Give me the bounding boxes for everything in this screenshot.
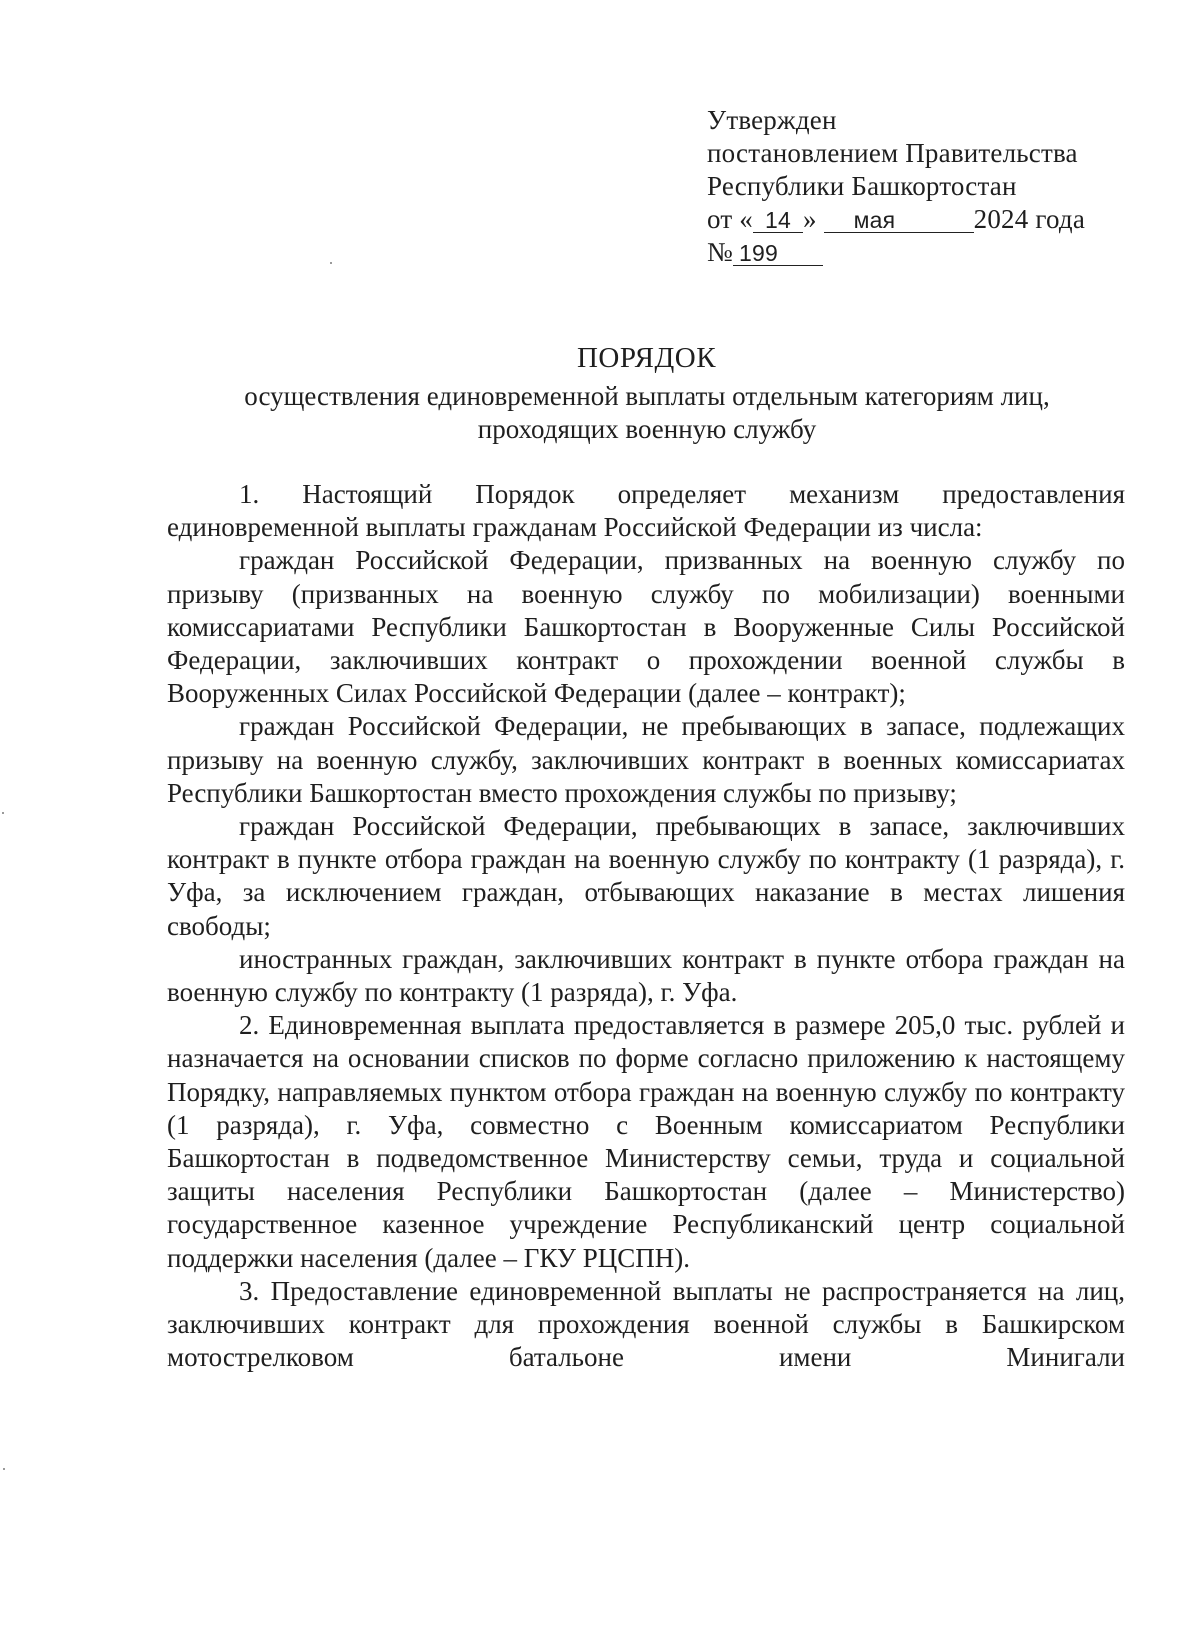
- scan-speck: [2, 812, 4, 814]
- paragraph-category-3: граждан Российской Федерации, пребывающих в запасе, заключивших контракт в пункте отбора граждан на военную службу по контракту (1 разряда), г. Уфа, за исключением граждан, отбывающих наказание в местах лишения свободы;: [167, 811, 1125, 941]
- paragraph-category-1: граждан Российской Федерации, призванных на военную службу по призыву (призванных на военную службу по мобилизации) военными комиссариатами Республики Башкортостан в Вооруженные Силы Российской Федерации, заключивших контракт о прохождении военной службы в Вооруженных Силах Российской Федерации (далее – контракт);: [167, 545, 1125, 709]
- date-mid: »: [803, 204, 817, 234]
- subtitle-line-2: проходящих военную службу: [477, 414, 817, 444]
- paragraph-3: 3. Предоставление единовременной выплаты не распространяется на лиц, заключивших контракт для прохождения военной службы в Башкирском мотострелковом батальоне имени Минигали: [167, 1275, 1125, 1373]
- date-year: 2024 года: [973, 204, 1086, 234]
- scan-speck: [330, 262, 332, 264]
- paragraph-category-2: граждан Российской Федерации, не пребывающих в запасе, подлежащих призыву на военную службу, заключивших контракт в военных комиссариатах Республики Башкортостан вместо прохождения службы по призыву;: [167, 711, 1125, 808]
- document-title: ПОРЯДОК: [576, 342, 717, 374]
- scan-speck: [3, 1468, 5, 1470]
- date-month-field: мая: [824, 208, 974, 233]
- paragraph-category-4: иностранных граждан, заключивших контракт в пункте отбора граждан на военную службу по контракту (1 разряда), г. Уфа.: [167, 943, 1125, 1008]
- approval-line-1: Утвержден: [707, 105, 837, 135]
- number-prefix: №: [707, 237, 733, 267]
- approval-line-2: постановлением Правительства: [707, 138, 1078, 168]
- date-day-field: 14: [753, 208, 803, 233]
- subtitle-line-1: осуществления единовременной выплаты отдельным категориям лиц,: [244, 381, 1050, 411]
- document-number-field: 199: [733, 241, 823, 266]
- document-body: [167, 478, 1125, 1374]
- approval-date-line: [707, 203, 1085, 236]
- approval-line-3: Республики Башкортостан: [707, 171, 1017, 201]
- paragraph-2: 2. Единовременная выплата предоставляется в размере 205,0 тыс. рублей и назначается на основании списков по форме согласно приложению к настоящему Порядку, направляемых пунктом отбора граждан на военную службу по контракту (1 разряда), г. Уфа, совместно с Военным комиссариатом Республики Башкортостан в подведомственное Министерству семьи, труда и социальной защиты населения Республики Башкортостан (далее – Министерство) государственное казенное учреждение Республиканский центр социальной поддержки населения (далее – ГКУ РЦСПН).: [167, 1010, 1125, 1273]
- date-prefix: от «: [707, 204, 753, 234]
- approval-number-line: [707, 236, 1085, 269]
- document-subtitle: [168, 380, 1126, 446]
- approval-block: [707, 104, 1085, 269]
- paragraph-1: 1. Настоящий Порядок определяет механизм предоставления единовременной выплаты гражданам Российской Федерации из числа:: [167, 479, 1125, 543]
